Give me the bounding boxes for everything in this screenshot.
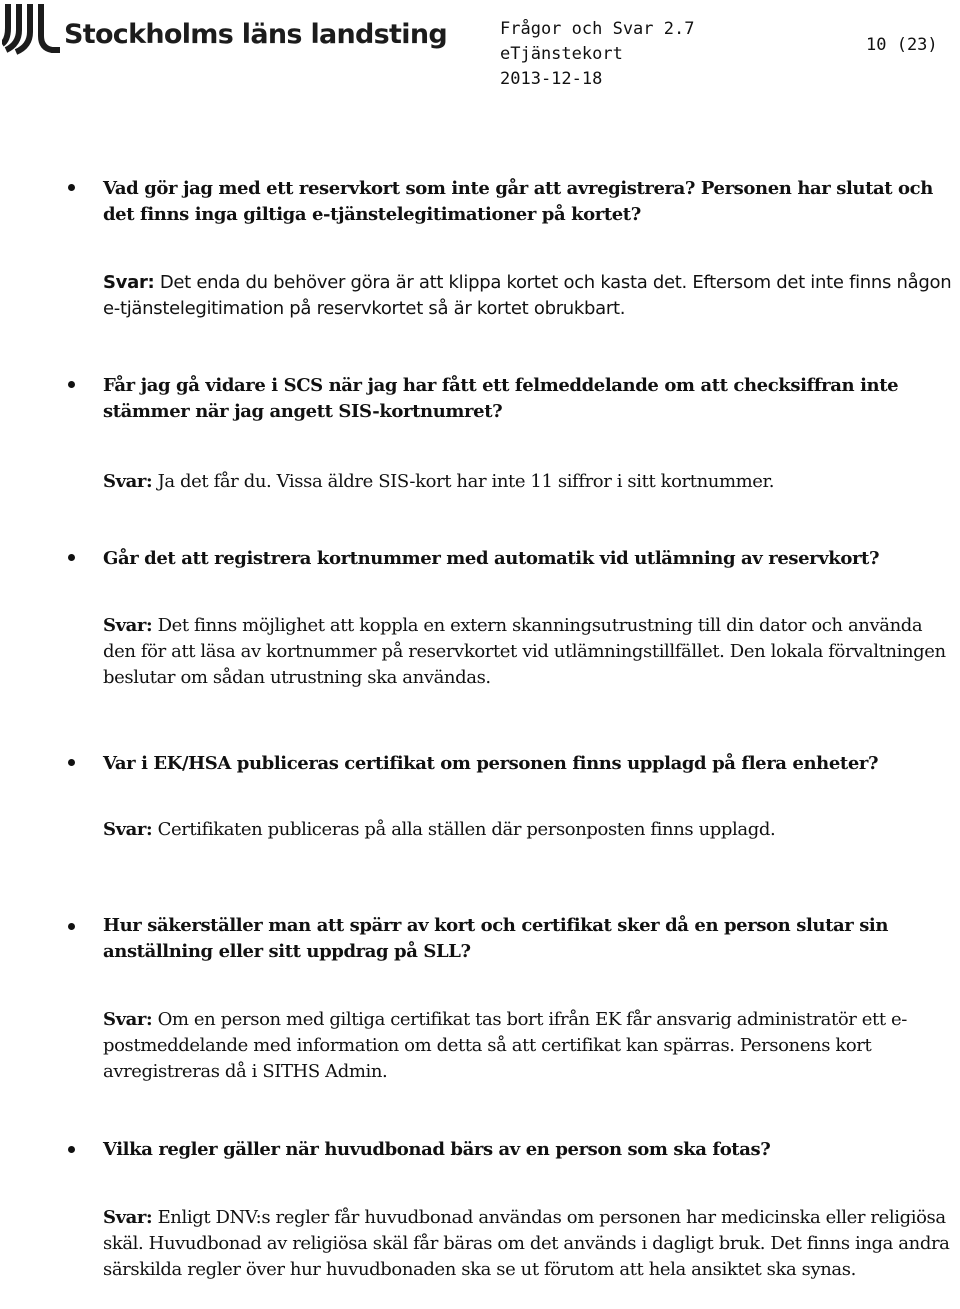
sll-logo-icon [2, 2, 62, 58]
org-name: Stockholms läns landsting [64, 19, 447, 50]
bullet-icon [68, 923, 75, 930]
question-text: Var i EK/HSA publiceras certifikat om personen finns upplagd på flera enheter? [103, 753, 879, 774]
question-text: Får jag gå vidare i SCS när jag har fått ett felmeddelande om att checksiffran inte stämmer när jag angett SIS-kortnumret? [103, 375, 899, 422]
page-number: 10 (23) [866, 35, 938, 55]
answer-text [103, 613, 953, 691]
answer-body: Om en person med giltiga certifikat tas bort ifrån EK får ansvarig administratör ett e-postmeddelande med information om detta så att certifikat kan spärras. Personens kort avregistreras då i SITHS Admin. [103, 1009, 907, 1082]
answer-text [103, 270, 953, 322]
answer-label: Svar: [103, 272, 155, 293]
answer-text [103, 1007, 953, 1085]
question-text: Vilka regler gäller när huvudbonad bärs av en person som ska fotas? [103, 1139, 771, 1160]
bullet-icon [68, 1146, 75, 1153]
bullet-icon [68, 554, 75, 561]
answer-label: Svar: [103, 615, 153, 636]
question-text: Hur säkerställer man att spärr av kort och certifikat sker då en person slutar sin anställning eller sitt uppdrag på SLL? [103, 915, 889, 962]
answer-label: Svar: [103, 471, 153, 492]
bullet-icon [68, 381, 75, 388]
answer-text [103, 469, 953, 495]
doc-date: 2013-12-18 [500, 69, 603, 89]
page-header [0, 0, 960, 95]
answer-body: Ja det får du. Vissa äldre SIS-kort har inte 11 siffror i sitt kortnummer. [152, 471, 775, 492]
bullet-icon [68, 184, 75, 191]
answer-body: Det finns möjlighet att koppla en extern skanningsutrustning till din dator och använda den för att läsa av kortnummer på reservkortet vid utlämningstillfället. Den lokala förvaltningen beslutar om sådan utrustning ska användas. [103, 615, 946, 688]
sll-logo [2, 2, 447, 62]
bullet-icon [68, 759, 75, 766]
answer-label: Svar: [103, 819, 153, 840]
doc-meta [500, 17, 694, 92]
answer-body: Certifikaten publiceras på alla ställen där personposten finns upplagd. [152, 819, 776, 840]
doc-subject: eTjänstekort [500, 44, 623, 64]
answer-text [103, 1205, 953, 1283]
answer-label: Svar: [103, 1009, 153, 1030]
answer-body: Det enda du behöver göra är att klippa kortet och kasta det. Eftersom det inte finns någon e-tjänstelegitimation på reservkortet så är kortet obrukbart. [103, 272, 952, 319]
answer-text [103, 817, 953, 843]
doc-title: Frågor och Svar 2.7 [500, 19, 695, 39]
question-text: Går det att registrera kortnummer med automatik vid utlämning av reservkort? [103, 548, 880, 569]
answer-label: Svar: [103, 1207, 153, 1228]
question-text: Vad gör jag med ett reservkort som inte går att avregistrera? Personen har slutat och det finns inga giltiga e-tjänstelegitimationer på kortet? [103, 178, 933, 225]
answer-body: Enligt DNV:s regler får huvudbonad användas om personen har medicinska eller religiösa skäl. Huvudbonad av religiösa skäl får bäras om det används i dagligt bruk. Det finns inga andra särskilda regler över hur huvudbonaden ska se ut förutom att hela ansiktet ska synas. [103, 1207, 950, 1280]
